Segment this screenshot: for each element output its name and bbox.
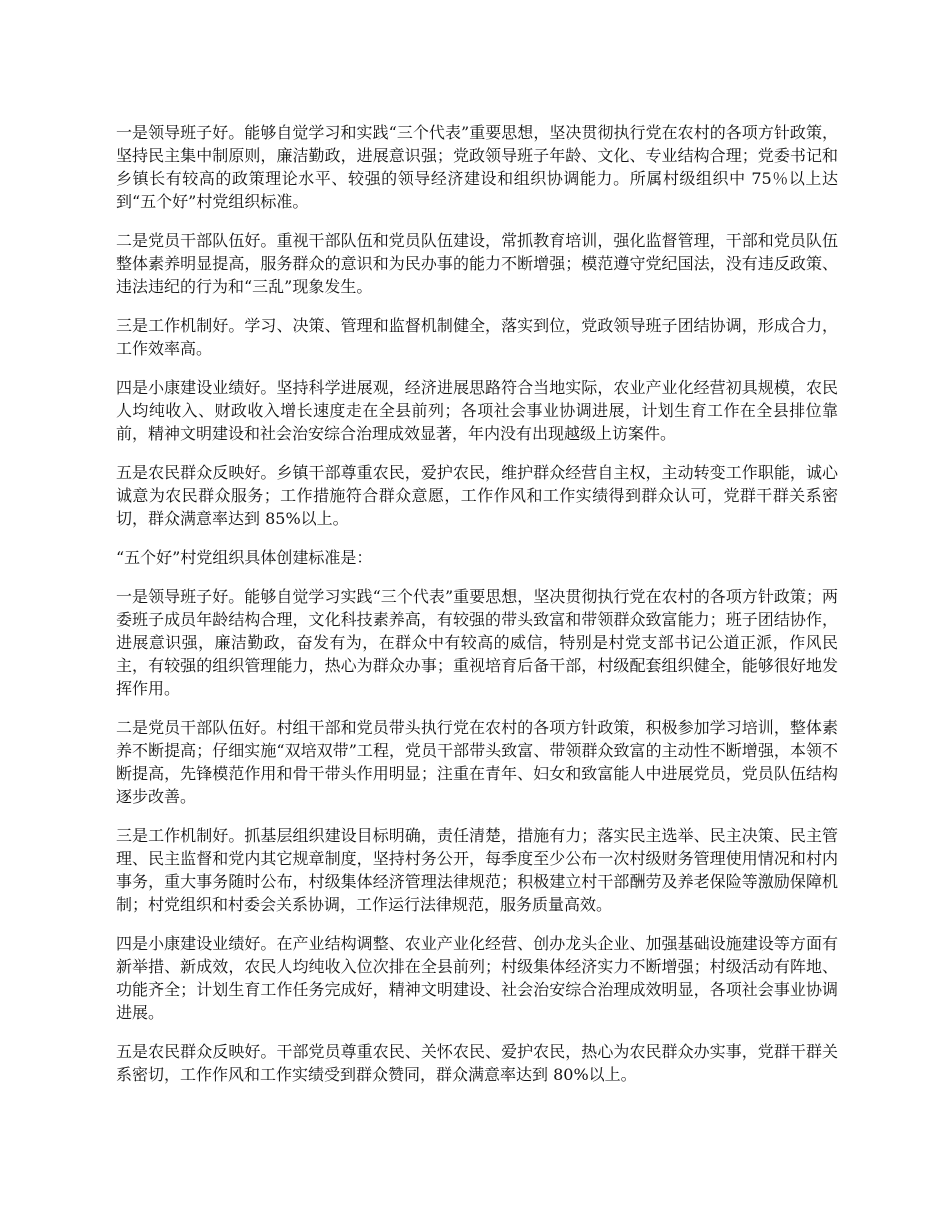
paragraph-village-feedback: 五是农民群众反映好。干部党员尊重农民、关怀农民、爱护农民，热心为农民群众办实事，党群干群关系密切，工作作风和工作实绩受到群众赞同，群众满意率达到 80%以上。 (116, 1042, 838, 1084)
paragraph-village-cadres: 二是党员干部队伍好。村组干部和党员带头执行党在农村的各项方针政策，积极参加学习培训，整体素养不断提高；仔细实施“双培双带”工程，党员干部带头致富、带领群众致富的主动性不断增强，本领不断提高，先锋模范作用和骨干带头作用明显；注重在青年、妇女和致富能人中进展党员，党员队伍结构逐步改善。 (116, 718, 838, 806)
paragraph-village-standards-heading: “五个好”村党组织具体创建标准是： (116, 548, 373, 567)
paragraph-town-leadership: 一是领导班子好。能够自觉学习和实践“三个代表”重要思想，坚决贯彻执行党在农村的各项方针政策，坚持民主集中制原则，廉洁勤政，进展意识强；党政领导班子年龄、文化、专业结构合理；党委书记和乡镇长有较高的政策理论水平、较强的领导经济建设和组织协调能力。所属村级组织中 75％以上达到“五个好”村党组织标准。 (116, 123, 838, 211)
paragraph-town-mechanism: 三是工作机制好。学习、决策、管理和监督机制健全，落实到位，党政领导班子团结协调，形成合力，工作效率高。 (116, 316, 838, 358)
paragraph-town-cadres: 二是党员干部队伍好。重视干部队伍和党员队伍建设，常抓教育培训，强化监督管理，干部和党员队伍整体素养明显提高，服务群众的意识和为民办事的能力不断增强；模范遵守党纪国法，没有违反政策、违法违纪的行为和“三乱”现象发生。 (116, 231, 838, 296)
paragraph-town-xiaokang: 四是小康建设业绩好。坚持科学进展观，经济进展思路符合当地实际，农业产业化经营初具规模，农民人均纯收入、财政收入增长速度走在全县前列；各项社会事业协调进展，计划生育工作在全县排位靠前，精神文明建设和社会治安综合治理成效显著，年内没有出现越级上访案件。 (116, 378, 838, 443)
document-body (116, 121, 838, 1086)
paragraph-village-mechanism: 三是工作机制好。抓基层组织建设目标明确，责任清楚，措施有力；落实民主选举、民主决策、民主管理、民主监督和党内其它规章制度，坚持村务公开，每季度至少公布一次村级财务管理使用情况和村内事务，重大事务随时公布，村级集体经济管理法律规范；积极建立村干部酬劳及养老保险等激励保障机制；村党组织和村委会关系协调，工作运行法律规范，服务质量高效。 (116, 826, 838, 914)
paragraph-village-leadership: 一是领导班子好。能够自觉学习实践“三个代表”重要思想，坚决贯彻执行党在农村的各项方针政策；两委班子成员年龄结构合理，文化科技素养高，有较强的带头致富和带领群众致富能力；班子团结协作，进展意识强，廉洁勤政，奋发有为，在群众中有较高的威信，特别是村党支部书记公道正派，作风民主，有较强的组织管理能力，热心为群众办事；重视培育后备干部，村级配套组织健全，能够很好地发挥作用。 (116, 587, 838, 698)
paragraph-village-xiaokang: 四是小康建设业绩好。在产业结构调整、农业产业化经营、创办龙头企业、加强基础设施建设等方面有新举措、新成效，农民人均纯收入位次排在全县前列；村级集体经济实力不断增强；村级活动有阵地、功能齐全；计划生育工作任务完成好，精神文明建设、社会治安综合治理成效明显，各项社会事业协调进展。 (116, 934, 838, 1022)
paragraph-town-feedback: 五是农民群众反映好。乡镇干部尊重农民，爱护农民，维护群众经营自主权，主动转变工作职能，诚心诚意为农民群众服务；工作措施符合群众意愿，工作作风和工作实绩得到群众认可，党群干群关系密切，群众满意率达到 85%以上。 (116, 463, 838, 528)
